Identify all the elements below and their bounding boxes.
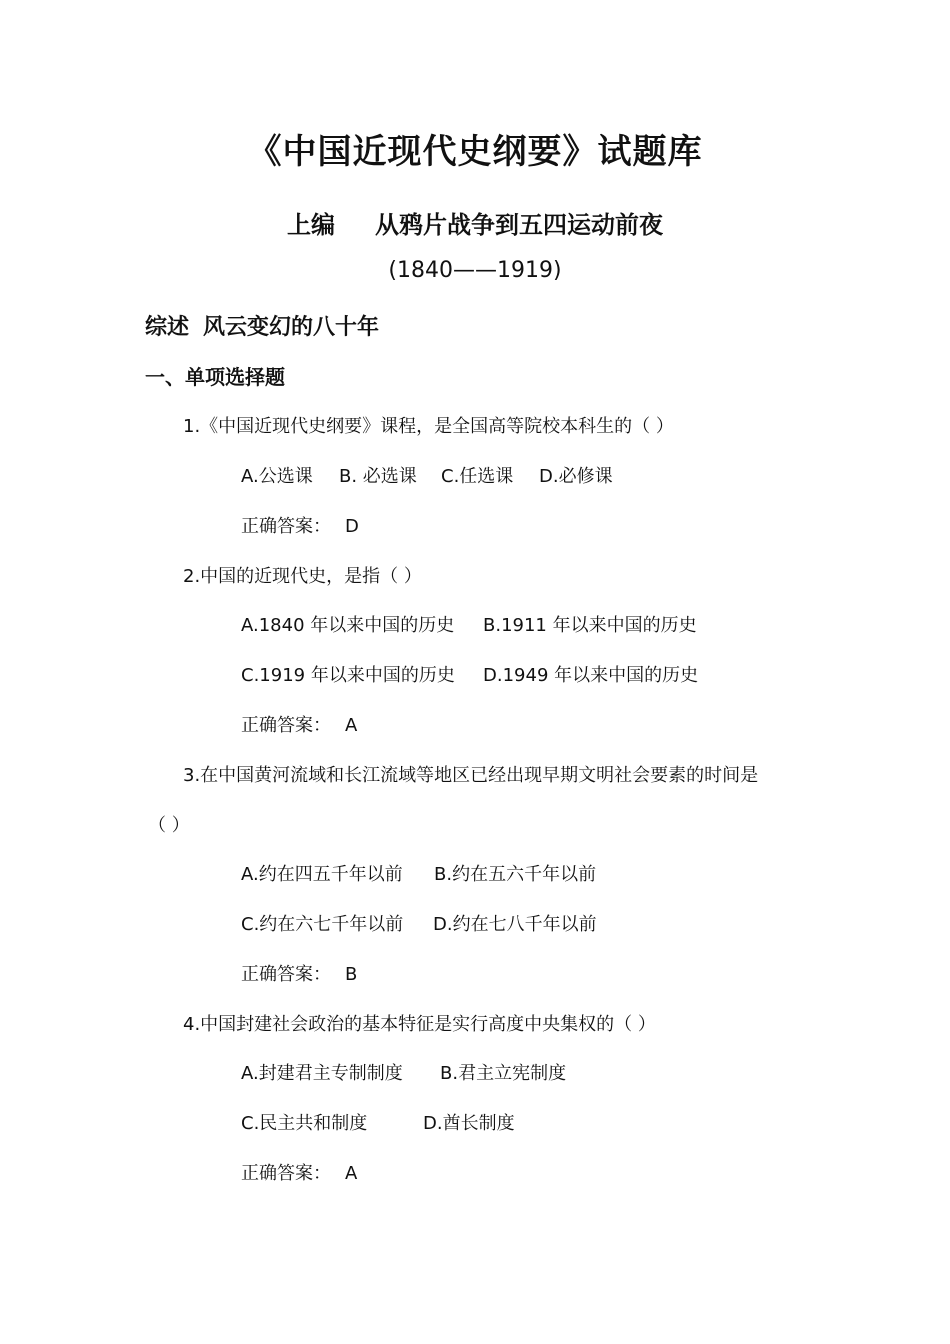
option-c: C.任选课 [441,466,514,487]
option-d: D.必修课 [539,466,613,487]
question-4-answer [241,1159,357,1185]
question-2-text: 2.中国的近现代史，是指（ ） [183,566,422,587]
option-c: C.约在六七千年以前 [241,914,404,935]
question-3-text: 3.在中国黄河流域和长江流域等地区已经出现早期文明社会要素的时间是 [183,765,759,786]
question-3-text-continued: （ ） [148,815,190,836]
section-heading: 一、单项选择题 [145,365,285,389]
part-title: 从鸦片战争到五四运动前夜 [375,211,663,239]
chapter-label: 综述 [145,315,190,340]
chapter-title: 风云变幻的八十年 [203,315,380,340]
option-a: A.1840 年以来中国的历史 [241,615,455,636]
part-heading [0,205,950,240]
question-2-options-row-2 [241,661,698,687]
period-range: (1840——1919) [388,258,562,283]
option-b: B.君主立宪制度 [440,1063,567,1084]
question-2-answer [241,711,357,737]
answer-value: B [345,964,358,985]
question-4-options-row-1 [241,1059,566,1085]
answer-value: A [345,1163,358,1184]
question-1-text: 1.《中国近现代史纲要》课程，是全国高等院校本科生的（ ） [183,416,674,437]
option-a: A.公选课 [241,466,313,487]
question-3-options-row-2 [241,910,597,936]
question-4-options-row-2 [241,1109,515,1135]
answer-label: 正确答案： [241,964,331,985]
answer-value: D [345,516,359,537]
option-d: D.酋长制度 [423,1113,515,1134]
question-3-options-row-1 [241,860,596,886]
question-4-text: 4.中国封建社会政治的基本特征是实行高度中央集权的（ ） [183,1014,656,1035]
option-b: B.1911 年以来中国的历史 [483,615,697,636]
question-2-options-row-1 [241,611,697,637]
part-label: 上编 [287,211,335,239]
option-b: B. 必选课 [339,466,417,487]
question-3-answer [241,960,357,986]
option-c: C.1919 年以来中国的历史 [241,665,455,686]
option-d: D.1949 年以来中国的历史 [483,665,699,686]
chapter-heading [145,310,379,341]
option-d: D.约在七八千年以前 [433,914,597,935]
question-1-answer [241,512,359,538]
answer-label: 正确答案： [241,516,331,537]
option-a: A.约在四五千年以前 [241,864,403,885]
answer-label: 正确答案： [241,1163,331,1184]
option-c: C.民主共和制度 [241,1113,368,1134]
answer-value: A [345,715,358,736]
question-1-options [241,462,613,488]
option-b: B.约在五六千年以前 [434,864,597,885]
answer-label: 正确答案： [241,715,331,736]
document-title: 《中国近现代史纲要》试题库 [247,132,703,172]
option-a: A.封建君主专制制度 [241,1063,403,1084]
